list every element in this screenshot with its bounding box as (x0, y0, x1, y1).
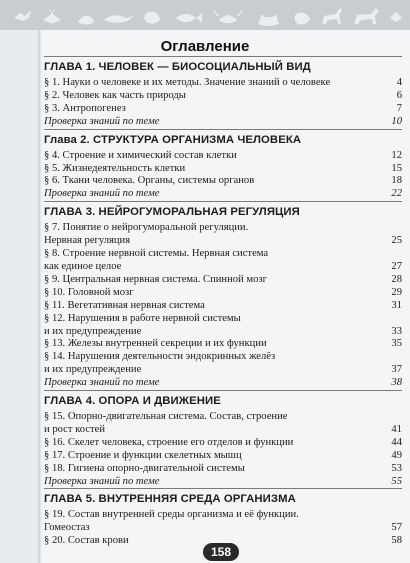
toc-entry (44, 90, 402, 103)
toc-entry (44, 222, 402, 235)
toc-entry (44, 338, 402, 351)
toc-entry-page: 4 (396, 77, 402, 88)
toc-entry-page: 53 (391, 462, 402, 474)
beetle-icon-2 (294, 13, 310, 25)
toc-entry-page: 49 (391, 449, 402, 461)
toc-entry-page: 15 (391, 162, 402, 174)
knowledge-check-row (44, 116, 402, 129)
toc-entry (44, 150, 402, 163)
toc-entry-page: 41 (391, 423, 402, 435)
toc-entry-text: § 20. Состав крови (44, 535, 129, 547)
toc-entry-text: § 17. Строение и функции скелетных мышц (44, 449, 242, 461)
toc-entry-text: § 6. Ткани человека. Органы, системы органов (44, 175, 255, 187)
chapter-heading: Глава 2. СТРУКТУРА ОРГАНИЗМА ЧЕЛОВЕКА (44, 133, 302, 146)
toc-entry-page: 7 (396, 102, 402, 114)
toc-entry-text: § 1. Науки о человеке и их методы. Значение знаний о человеке (44, 77, 331, 88)
toc-entry-page: 6 (396, 89, 402, 101)
toc-entry (44, 351, 402, 364)
toc-entry-text: § 11. Вегетативная нервная система (44, 299, 205, 311)
toc-entry-page: 44 (391, 436, 402, 448)
cat-icon (258, 14, 279, 26)
insect-icon (44, 9, 60, 23)
toc-entry-text: § 10. Головной мозг (44, 286, 134, 298)
toc-entry-text: Проверка знаний по теме (44, 115, 160, 127)
toc-entry-text: § 3. Антропогенез (44, 102, 126, 114)
toc-entry (44, 235, 402, 248)
toc-entry-text: § 5. Жизнедеятельность клетки (44, 162, 186, 174)
toc-entry-text: § 2. Человек как часть природы (44, 89, 186, 101)
toc-entry-page: 37 (391, 364, 402, 376)
toc-entry-text: § 15. Опорно-двигательная система. Состав, строение (44, 411, 288, 423)
deer-icon (322, 8, 342, 24)
toc-entry-text: и их предупреждение (44, 364, 142, 376)
toc-entry-page: 29 (391, 286, 402, 298)
toc-entry-text: § 4. Строение и химический состав клетки (44, 149, 237, 161)
toc-entry-text: Гомеостаз (44, 522, 90, 534)
toc-entry (44, 364, 402, 377)
toc-entry-page: 31 (391, 299, 402, 311)
top-decorative-band (0, 0, 410, 30)
toc-entry (44, 300, 402, 313)
toc-entry-text: § 19. Состав внутренней среды организма и её функции. (44, 509, 299, 521)
chapter-heading: ГЛАВА 4. ОПОРА И ДВИЖЕНИЕ (44, 395, 221, 408)
page-number-badge: 158 (203, 543, 239, 561)
toc-entry-text: § 7. Понятие о нейрогуморальной регуляции. (44, 222, 249, 234)
knowledge-check-row (44, 476, 402, 489)
frog-icon (78, 16, 94, 25)
toc-entry-page: 55 (391, 475, 402, 487)
toc-entry-page: 10 (391, 115, 402, 127)
toc-entry-page: 27 (391, 260, 402, 272)
toc-entry (44, 163, 402, 176)
knowledge-check-row (44, 188, 402, 201)
toc-entry (44, 437, 402, 450)
toc-entry-text: § 8. Строение нервной системы. Нервная система (44, 248, 269, 260)
toc-entry (44, 77, 402, 90)
toc-entry (44, 463, 402, 476)
toc-entry-text: и их предупреждение (44, 325, 142, 337)
toc-entry-page: 33 (391, 325, 402, 337)
toc-entry-text: Проверка знаний по теме (44, 188, 160, 200)
toc-entry-page: 58 (391, 535, 402, 547)
toc-entry-text: Проверка знаний по теме (44, 377, 160, 389)
toc-entry-text: как единое целое (44, 260, 122, 272)
toc-entry (44, 424, 402, 437)
toc-entry-page: 38 (391, 377, 402, 389)
toc-entry-page: 57 (391, 522, 402, 534)
chapter-heading: ГЛАВА 3. НЕЙРОГУМОРАЛЬНАЯ РЕГУЛЯЦИЯ (44, 206, 300, 219)
toc-entry-text: § 14. Нарушения деятельности эндокринных желёз (44, 351, 276, 363)
toc-entry-page: 28 (391, 273, 402, 285)
toc-entry (44, 248, 402, 261)
toc-entry-page: 35 (391, 338, 402, 350)
toc-entry-text: § 16. Скелет человека, строение его отделов и функции (44, 436, 294, 448)
toc-entry (44, 450, 402, 463)
fish-icon (176, 13, 202, 23)
bird-icon (14, 10, 31, 21)
toc-entry (44, 103, 402, 116)
toc-entry (44, 411, 402, 424)
toc-entry (44, 175, 402, 188)
chapter-heading: ГЛАВА 1. ЧЕЛОВЕК — БИОСОЦИАЛЬНЫЙ ВИД (44, 61, 311, 73)
chapter-heading: ГЛАВА 5. ВНУТРЕННЯЯ СРЕДА ОРГАНИЗМА (44, 493, 296, 506)
toc-entry-page: 25 (391, 235, 402, 247)
insect-icon-2 (390, 12, 402, 22)
toc-entry (44, 274, 402, 287)
toc-entry (44, 313, 402, 326)
toc-entry (44, 522, 402, 535)
toc-entry-page: 18 (391, 175, 402, 187)
toc-entry-text: Нервная регуляция (44, 235, 131, 247)
toc-entry (44, 287, 402, 300)
beetle-icon (144, 12, 160, 24)
knowledge-check-row (44, 377, 402, 390)
toc-entry-page: 22 (391, 188, 402, 200)
toc-entry-text: § 12. Нарушения в работе нервной системы (44, 312, 241, 324)
toc-entry (44, 326, 402, 339)
crab-icon (214, 11, 242, 23)
toc-entry-text: § 13. Железы внутренней секреции и их функции (44, 338, 267, 350)
toc-entry-text: и рост костей (44, 423, 106, 435)
toc-entry-text: § 18. Гигиена опорно-двигательной системы (44, 462, 245, 474)
lizard-icon (104, 15, 134, 22)
toc-entry-text: Проверка знаний по теме (44, 475, 160, 487)
horse-icon (354, 8, 379, 24)
toc-entry-text: § 9. Центральная нервная система. Спинной мозг (44, 273, 267, 285)
table-of-contents (44, 56, 402, 548)
toc-entry-page: 12 (391, 149, 402, 161)
toc-entry (44, 509, 402, 522)
animal-silhouettes-strip (0, 0, 410, 30)
page-title: Оглавление (160, 38, 250, 55)
toc-entry (44, 261, 402, 274)
